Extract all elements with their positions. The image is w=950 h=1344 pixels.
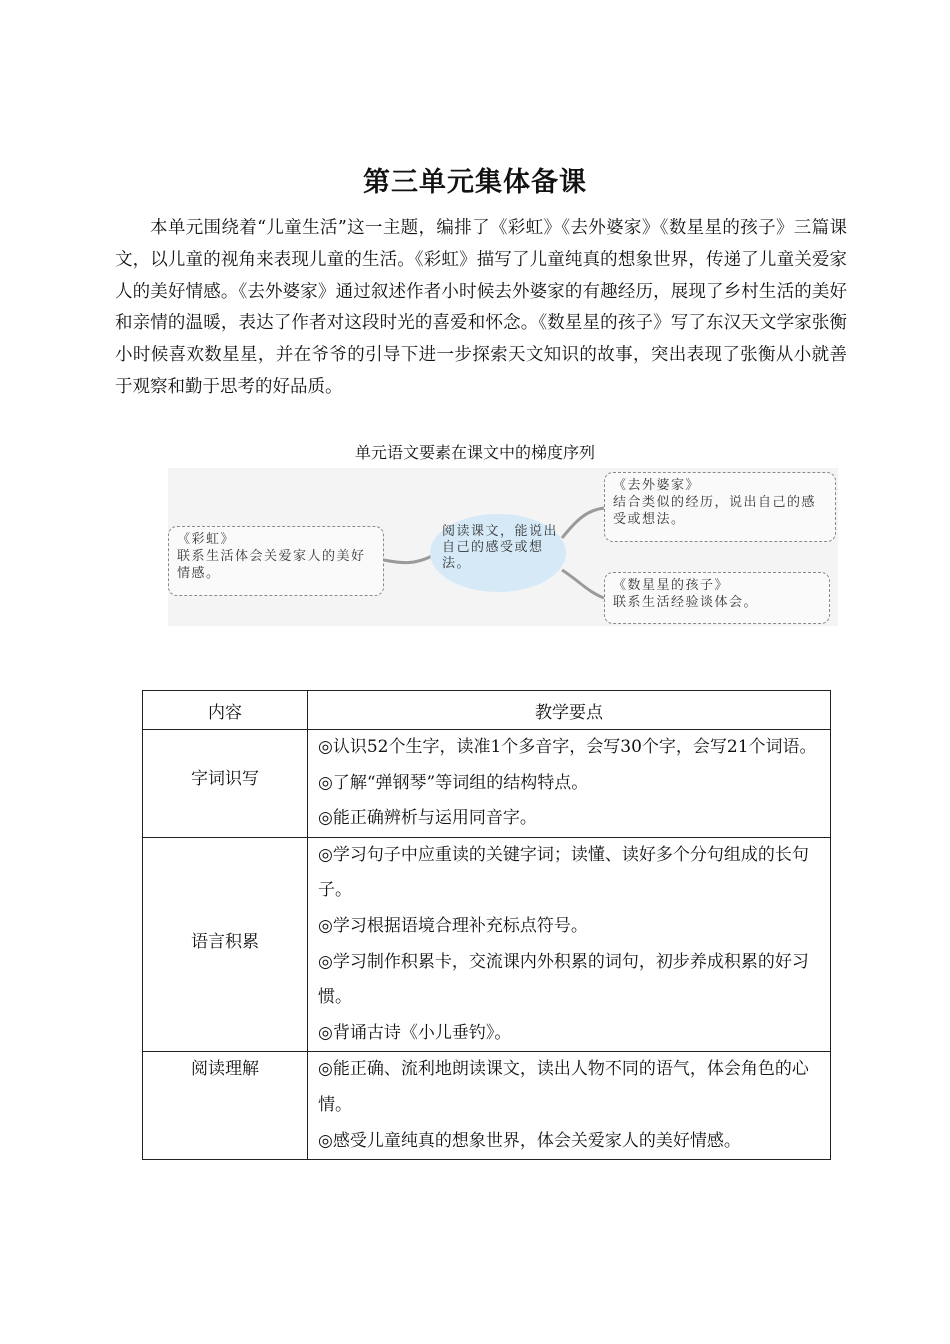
- diagram-caption: 单元语文要素在课文中的梯度序列: [354, 443, 595, 462]
- header-content: 内容: [143, 691, 308, 730]
- center-node: [430, 514, 566, 592]
- page-title: 第三单元集体备课: [363, 167, 587, 198]
- node-grandma-house: [604, 472, 836, 542]
- node-rainbow-title: 《彩虹》: [177, 532, 236, 547]
- table-row: [143, 1052, 831, 1160]
- intro-paragraph: 本单元围绕着“儿童生活”这一主题，编排了《彩虹》《去外婆家》《数星星的孩子》三篇课文，以儿童的视角来表现儿童的生活。《彩虹》描写了儿童纯真的想象世界，传递了儿童关爱家人的美好情感。《去外婆家》通过叙述作者小时候去外婆家的有趣经历，展现了乡村生活的美好和亲情的温暖，表达了作者对这段时光的喜爱和怀念。《数星星的孩子》写了东汉天文学家张衡小时候喜欢数星星，并在爷爷的引导下进一步探索天文知识的故事，突出表现了张衡从小就善于观察和勤于思考的好品质。: [115, 218, 847, 397]
- row-items: [308, 837, 831, 1052]
- list-item: ◎学习句子中应重读的关键字词；读懂、读好多个分句组成的长句子。: [318, 844, 809, 901]
- header-teaching-points: 教学要点: [308, 691, 831, 730]
- list-item: ◎背诵古诗《小儿垂钓》。: [318, 1022, 512, 1043]
- node-rainbow: [168, 526, 384, 596]
- node-grandma-house-title: 《去外婆家》: [613, 478, 701, 493]
- list-item: ◎学习根据语境合理补充标点符号。: [318, 915, 588, 936]
- list-item: ◎了解“弹钢琴”等词组的结构特点。: [318, 772, 589, 793]
- node-rainbow-text: 联系生活体会关爱家人的美好情感。: [177, 549, 366, 581]
- center-node-text: 阅读课文，能说出自己的感受或想法。: [442, 524, 559, 571]
- node-grandma-house-text: 结合类似的经历，说出自己的感受或想法。: [613, 495, 817, 527]
- connector-right-bottom: [562, 570, 604, 598]
- row-category: 阅读理解: [143, 1052, 308, 1160]
- list-item: ◎认识52个生字，读准1个多音字，会写30个字，会写21个词语。: [318, 737, 817, 757]
- connector-right-top: [562, 508, 604, 538]
- node-counting-stars: [604, 572, 830, 624]
- connector-left: [384, 556, 432, 563]
- row-items: [308, 1052, 831, 1160]
- list-item: ◎能正确、流利地朗读课文，读出人物不同的语气，体会角色的心情。: [318, 1059, 809, 1115]
- mind-map-diagram: [168, 468, 838, 626]
- list-item: ◎学习制作积累卡，交流课内外积累的词句，初步养成积累的好习惯。: [318, 951, 809, 1008]
- table-header-row: [143, 691, 831, 730]
- row-category: 字词识写: [143, 730, 308, 838]
- node-counting-stars-title: 《数星星的孩子》: [613, 578, 730, 593]
- row-category: 语言积累: [143, 837, 308, 1052]
- row-items: [308, 730, 831, 838]
- list-item: ◎能正确辨析与运用同音字。: [318, 808, 537, 829]
- table-row: [143, 837, 831, 1052]
- teaching-points-table: [142, 690, 831, 1160]
- node-counting-stars-text: 联系生活经验谈体会。: [613, 595, 759, 610]
- table-row: [143, 730, 831, 838]
- list-item: ◎感受儿童纯真的想象世界，体会关爱家人的美好情感。: [318, 1130, 741, 1151]
